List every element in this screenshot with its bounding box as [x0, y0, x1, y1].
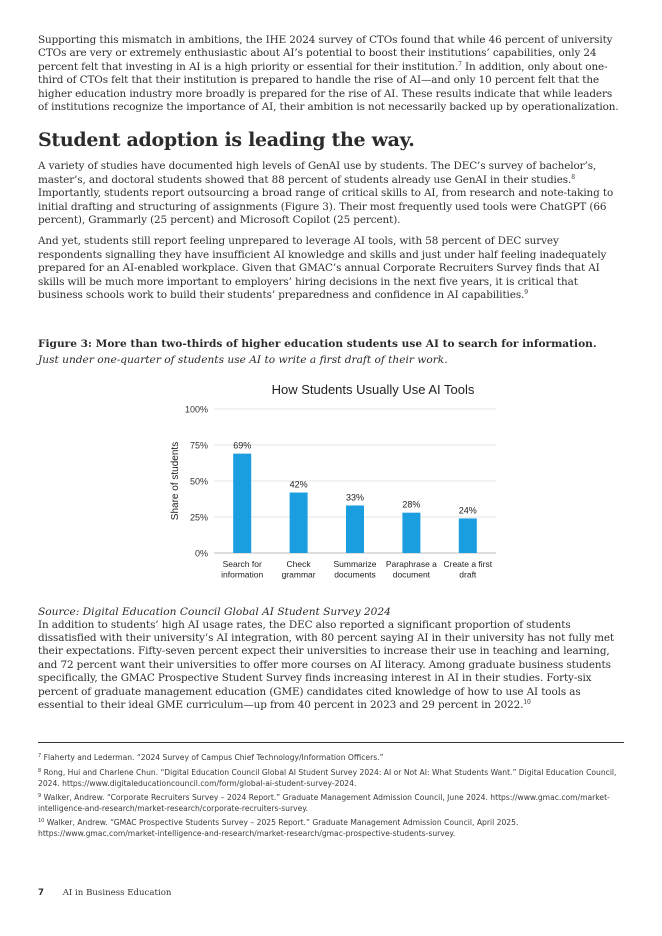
section-heading: Student adoption is leading the way.: [38, 129, 415, 152]
intro-text: Supporting this mismatch in ambitions, the IHE 2024 survey of CTOs found that while 46 percent of university CTOs are very or extremely enthusiastic about AI’s potential to boost their institutions’ capabilities, only 24 percent felt that investing in AI is a high priority or essential for their institution.: [38, 34, 613, 73]
footnote-ref-8[interactable]: 8: [571, 173, 575, 181]
x-tick-label: Check: [286, 558, 311, 569]
intro-paragraph: [38, 34, 624, 114]
para3-text: In addition to students’ high AI usage rates, the DEC also reported a significant proportion of students dissatisfied with their university’s AI integration, with 80 percent saying AI in their university has not fully met their expectations. Fifty-seven percent expect their universities to increase their use in teaching and learning, and 72 percent want their universities to offer more courses on AI literacy. Among graduate business students specifically, the GMAC Prospective Student Survey finds increasing interest in AI in their studies. Forty-six percent of graduate management education (GME) candidates cited knowledge of how to use AI tools as essential to their ideal GME curriculum—up from 40 percent in 2023 and 29 percent in 2022.: [38, 618, 614, 711]
document-title: AI in Business Education: [62, 888, 172, 898]
x-tick-label: Create a first: [443, 558, 493, 569]
chart-title: How Students Usually Use AI Tools: [271, 381, 475, 397]
footnote: [38, 768, 624, 789]
y-tick-label: 0%: [194, 548, 208, 558]
chart-container: [38, 379, 624, 601]
footnote-ref-9[interactable]: 9: [524, 289, 528, 297]
footnote-text: Rong, Hui and Charlene Chun. “Digital Education Council Global AI Student Survey 2024: AI or Not AI: What Students Want.” Digital Education Council, 2024. https://www.digitaleducationcouncil.com/form/global-ai-student-survey-2024.: [38, 767, 617, 788]
figure-source: Source: Digital Education Council Global AI Student Survey 2024: [38, 605, 391, 618]
page-number: 7: [38, 888, 44, 898]
y-tick-label: 100%: [184, 404, 208, 414]
bar-value-label: 69%: [233, 440, 252, 451]
footnote: [38, 818, 624, 839]
x-tick-label: document: [392, 569, 431, 579]
x-tick-label: grammar: [281, 569, 316, 579]
x-tick-label: Search for: [222, 558, 262, 569]
footnote-ref-10[interactable]: 10: [523, 698, 531, 706]
y-axis-label: Share of students: [170, 441, 181, 520]
bar: [459, 518, 477, 553]
footnote-text: Walker, Andrew. “Corporate Recruiters Survey – 2024 Report.” Graduate Management Admission Council, June 2024. https://www.gmac.com/market-intelligence-and-research/market-research/corporate-recruiters-survey.: [38, 793, 610, 813]
footnote-text: Walker, Andrew. “GMAC Prospective Students Survey – 2025 Report.” Graduate Management Admission Council, April 2025. https://www.gmac.com/market-intelligence-and-research/market-research/gmac-prospective-students-survey.: [38, 818, 519, 838]
page-footer: [38, 888, 171, 898]
y-tick-label: 75%: [189, 440, 208, 450]
footnote: [38, 793, 624, 814]
x-tick-label: Paraphrase a: [385, 558, 437, 569]
bar-chart: [38, 379, 624, 601]
footnotes: [38, 753, 624, 839]
paragraph-3: [38, 619, 624, 713]
footnote-number: 7: [38, 753, 42, 760]
figure-title: Figure 3: More than two-thirds of higher education students use AI to search for information.: [38, 337, 597, 350]
bar-value-label: 28%: [402, 499, 421, 510]
para1-text-cont: Importantly, students report outsourcing a broad range of critical skills to AI, from research and note-taking to initial drafting and structuring of assignments (Figure 3). Their most frequently used tools were ChatGPT (66 percent), Grammarly (25 percent) and Microsoft Copilot (25 percent).: [38, 187, 614, 227]
paragraph-2: [38, 235, 624, 302]
para2-text: And yet, students still report feeling unprepared to leverage AI tools, with 58 percent of DEC survey respondents signalling they have insufficient AI knowledge and skills and just under half feeling inadequately prepared for an AI-enabled workplace. Given that GMAC’s annual Corporate Recruiters Survey finds that AI skills will be much more important to employers’ hiring decisions in the next five years, it is critical that business schools work to build their students’ preparedness and confidence in AI capabilities.: [38, 235, 607, 302]
footnote-text: Flaherty and Lederman. “2024 Survey of Campus Chief Technology/Information Officers.”: [43, 753, 384, 763]
figure-subtitle: Just under one-quarter of students use AI to write a first draft of their work.: [38, 353, 448, 366]
intro-text-cont: In addition, only about one-third of CTOs felt that their institution is prepared to handle the rise of AI—and only 10 percent felt that the higher education industry more broadly is prepared for the rise of AI. These results indicate that while leaders of institutions recognize the importance of AI, their ambition is not necessarily backed up by operationalization.: [38, 60, 619, 114]
paragraph-1: [38, 160, 624, 227]
bar-value-label: 33%: [345, 491, 365, 502]
y-tick-label: 50%: [189, 476, 208, 486]
x-tick-label: information: [221, 569, 264, 579]
x-tick-label: documents: [334, 569, 376, 579]
footnote-ref-7[interactable]: 7: [458, 60, 462, 68]
footnote-number: 10: [38, 818, 45, 825]
page-content: [38, 34, 624, 844]
bar: [402, 512, 420, 552]
footnote-number: 8: [38, 767, 42, 774]
x-tick-label: Summarize: [333, 558, 377, 569]
bar: [290, 492, 308, 552]
y-tick-label: 25%: [189, 512, 208, 522]
bar: [346, 505, 364, 553]
bar: [233, 453, 251, 552]
footnote-number: 9: [38, 793, 42, 800]
para1-text: A variety of studies have documented high levels of GenAI use by students. The DEC’s survey of bachelor’s, master’s, and doctoral students showed that 88 percent of students already use GenAI in their studies.: [38, 160, 597, 186]
bar-value-label: 24%: [458, 504, 477, 515]
x-tick-label: draft: [459, 569, 477, 579]
bar-value-label: 42%: [289, 479, 308, 490]
footnote-divider: [38, 742, 624, 743]
footnote: [38, 753, 624, 764]
